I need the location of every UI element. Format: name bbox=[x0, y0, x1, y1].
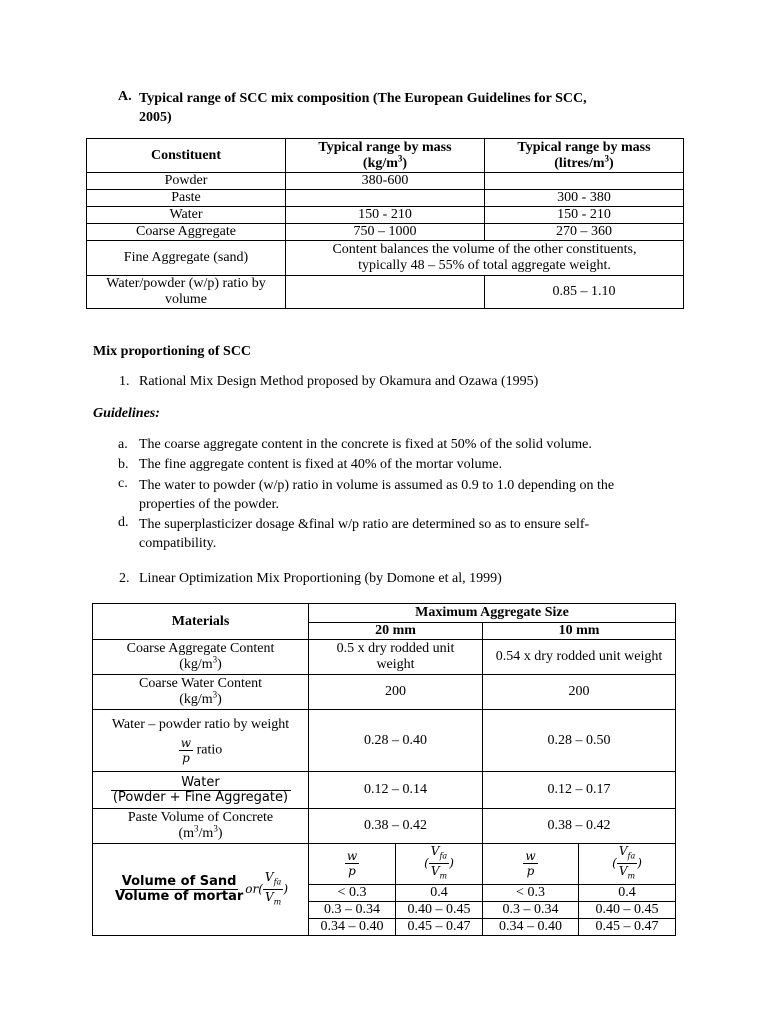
sand-wp10: 0.3 – 0.34 bbox=[483, 901, 579, 918]
p-symbol: p bbox=[348, 864, 356, 879]
sand-head-v20: ( $\frac{V_{fa}}{V_m}$ ) bbox=[396, 844, 483, 885]
wp-weight-20: 0.28 – 0.40 bbox=[309, 710, 483, 772]
fine-note-line2: typically 48 – 55% of total aggregate weight. bbox=[358, 258, 611, 273]
row-vol bbox=[485, 173, 684, 190]
coarse-water-20: 200 bbox=[309, 675, 483, 710]
wp-weight-10: 0.28 – 0.50 bbox=[483, 710, 676, 772]
header-mass-line1: Typical range by mass bbox=[318, 139, 452, 155]
coarse-water-close: ) bbox=[217, 692, 222, 707]
paste-volume-20: 0.38 – 0.42 bbox=[309, 809, 483, 844]
sand-mortar-label: $\frac{\text{Volume of Sand}}{\text{Volume of mortar}}$ or( $\frac{V_{fa}}{V_m}$ ) bbox=[93, 844, 309, 936]
section-a-heading-line1: Typical range of SCC mix composition (The European Guidelines for SCC, bbox=[139, 91, 587, 106]
coarse-content-label bbox=[93, 640, 309, 675]
vm-sub: m bbox=[439, 871, 448, 881]
sand-v20: 0.40 – 0.45 bbox=[396, 901, 483, 918]
wp-name-line1: Water/powder (w/p) ratio by bbox=[106, 276, 266, 291]
guideline-d-marker: d. bbox=[118, 515, 129, 530]
header-materials: Materials bbox=[93, 604, 309, 640]
sand-wp20: 0.34 – 0.40 bbox=[309, 918, 396, 935]
w-symbol: w bbox=[525, 849, 536, 864]
row-name: Paste bbox=[87, 190, 286, 207]
fine-aggregate-name: Fine Aggregate (sand) bbox=[87, 241, 286, 276]
guideline-a-marker: a. bbox=[118, 437, 128, 452]
or-word: or bbox=[245, 881, 259, 896]
header-constituent: Constituent bbox=[87, 139, 286, 173]
section-a-marker: A. bbox=[118, 89, 132, 104]
coarse-content-unit: (kg/m bbox=[179, 657, 213, 672]
coarse-content-close: ) bbox=[217, 657, 222, 672]
domone-mix-table bbox=[92, 603, 676, 936]
row-name: Powder bbox=[87, 173, 286, 190]
paste-unit-open: (m bbox=[178, 826, 195, 841]
coarse-20-line1: 0.5 x dry rodded unit bbox=[336, 641, 455, 656]
vfa-symbol: V bbox=[264, 869, 274, 884]
guideline-a: The coarse aggregate content in the concrete is fixed at 50% of the solid volume. bbox=[139, 437, 592, 452]
row-mass: 750 – 1000 bbox=[286, 224, 485, 241]
vfa-sub: fa bbox=[439, 851, 448, 861]
header-volume bbox=[485, 139, 684, 173]
sand-fraction bbox=[113, 875, 245, 904]
row-mass: 150 - 210 bbox=[286, 207, 485, 224]
section-a-heading-line2: 2005) bbox=[139, 110, 172, 125]
sand-v20: 0.4 bbox=[396, 884, 483, 901]
sand-denominator: Volume of mortar bbox=[114, 888, 244, 904]
list-item-2-marker: 2. bbox=[119, 571, 130, 586]
table-row bbox=[93, 772, 676, 809]
wp-ratio-name bbox=[87, 276, 286, 309]
header-vol-sup: 3 bbox=[604, 152, 610, 163]
coarse-water-label bbox=[93, 675, 309, 710]
guideline-c-line1: The water to powder (w/p) ratio in volume is assumed as 0.9 to 1.0 depending on the bbox=[139, 478, 615, 493]
guideline-b-marker: b. bbox=[118, 457, 129, 472]
coarse-content-20 bbox=[309, 640, 483, 675]
table-row bbox=[93, 640, 676, 675]
guideline-d bbox=[139, 515, 589, 553]
fine-note-line1: Content balances the volume of the other constituents, bbox=[332, 242, 637, 257]
w-symbol: w bbox=[180, 735, 192, 750]
row-name: Water bbox=[87, 207, 286, 224]
p-symbol: p bbox=[526, 864, 535, 879]
guideline-c-line2: properties of the powder. bbox=[139, 497, 279, 512]
coarse-water-10: 200 bbox=[483, 675, 676, 710]
list-item-1-marker: 1. bbox=[119, 374, 130, 389]
vm-sub: m bbox=[627, 871, 636, 881]
guideline-c-marker: c. bbox=[118, 476, 128, 491]
table-row bbox=[87, 190, 684, 207]
sand-head-wp10 bbox=[483, 844, 579, 885]
coarse-content-line1: Coarse Aggregate Content bbox=[126, 641, 275, 656]
vfa-sub: fa bbox=[627, 851, 636, 861]
wp-weight-label bbox=[93, 710, 309, 772]
wp-ratio-mass bbox=[286, 276, 485, 309]
w-symbol: w bbox=[346, 849, 358, 864]
list-item-1: Rational Mix Design Method proposed by Okamura and Ozawa (1995) bbox=[139, 374, 539, 389]
coarse-water-sup: 3 bbox=[212, 689, 218, 700]
guideline-d-line1: The superplasticizer dosage &final w/p ratio are determined so as to ensure self- bbox=[139, 517, 590, 532]
header-vol-unit: (litres/m bbox=[554, 155, 605, 171]
table-row bbox=[87, 241, 684, 276]
water-numerator: Water bbox=[111, 776, 291, 791]
paste-line1: Paste Volume of Concrete bbox=[127, 810, 274, 825]
vfa-vm-fraction bbox=[263, 870, 283, 910]
sand-wp20: < 0.3 bbox=[309, 884, 396, 901]
header-max-aggregate: Maximum Aggregate Size bbox=[309, 604, 676, 623]
coarse-content-sup: 3 bbox=[212, 654, 218, 665]
list-item-2: Linear Optimization Mix Proportioning (by Domone et al, 1999) bbox=[139, 571, 502, 586]
paste-sup2: 3 bbox=[213, 823, 218, 834]
coarse-20-line2: weight bbox=[376, 657, 415, 672]
header-vol-line1: Typical range by mass bbox=[517, 139, 651, 155]
guideline-d-line2: compatibility. bbox=[139, 536, 217, 551]
sand-wp10: 0.34 – 0.40 bbox=[483, 918, 579, 935]
sand-v10: 0.40 – 0.45 bbox=[579, 901, 676, 918]
vfa-sub: fa bbox=[273, 876, 282, 886]
header-10mm: 10 mm bbox=[483, 623, 676, 640]
water-fraction bbox=[111, 776, 291, 805]
wp-ratio-vol: 0.85 – 1.10 bbox=[485, 276, 684, 309]
vm-symbol: V bbox=[430, 864, 440, 879]
coarse-water-line1: Coarse Water Content bbox=[138, 676, 263, 691]
sand-head-wp20 bbox=[309, 844, 396, 885]
table-row bbox=[87, 224, 684, 241]
coarse-content-10: 0.54 x dry rodded unit weight bbox=[483, 640, 676, 675]
header-20mm: 20 mm bbox=[309, 623, 483, 640]
fine-aggregate-note bbox=[286, 241, 684, 276]
paste-sup1: 3 bbox=[194, 823, 199, 834]
paste-unit-close: ) bbox=[217, 826, 223, 841]
vm-symbol: V bbox=[264, 889, 274, 904]
guideline-c bbox=[139, 476, 614, 514]
header-mass-unit: (kg/m bbox=[362, 155, 398, 171]
header-mass-sup: 3 bbox=[397, 152, 403, 163]
wp-name-line2: volume bbox=[165, 292, 207, 307]
vm-symbol: V bbox=[618, 864, 628, 879]
guidelines-label: Guidelines: bbox=[93, 406, 160, 421]
section-a-heading bbox=[139, 89, 659, 127]
sand-wp10: < 0.3 bbox=[483, 884, 579, 901]
header-vol-close: ) bbox=[609, 155, 614, 171]
ratio-word: ratio bbox=[196, 742, 223, 758]
sand-v10: 0.4 bbox=[579, 884, 676, 901]
sand-v10: 0.45 – 0.47 bbox=[579, 918, 676, 935]
coarse-water-unit: (kg/m bbox=[179, 692, 213, 707]
table-row bbox=[87, 173, 684, 190]
row-name: Coarse Aggregate bbox=[87, 224, 286, 241]
vfa-symbol: V bbox=[618, 844, 628, 858]
vm-sub: m bbox=[273, 897, 282, 907]
sand-head-v10: ( $\frac{V_{fa}}{V_m}$ ) bbox=[579, 844, 676, 885]
wp-fraction bbox=[179, 736, 193, 765]
scc-composition-table bbox=[86, 138, 684, 309]
paste-volume-label bbox=[93, 809, 309, 844]
header-mass bbox=[286, 139, 485, 173]
water-ratio-20: 0.12 – 0.14 bbox=[309, 772, 483, 809]
guideline-b: The fine aggregate content is fixed at 40% of the mortar volume. bbox=[139, 457, 503, 472]
header-mass-close: ) bbox=[402, 155, 408, 171]
mix-heading: Mix proportioning of SCC bbox=[93, 344, 252, 359]
paste-volume-10: 0.38 – 0.42 bbox=[483, 809, 676, 844]
row-vol: 150 - 210 bbox=[485, 207, 684, 224]
wp-weight-text: Water – powder ratio by weight bbox=[111, 716, 290, 732]
vfa-symbol: V bbox=[430, 844, 440, 858]
row-mass: 380-600 bbox=[286, 173, 485, 190]
sand-v20: 0.45 – 0.47 bbox=[396, 918, 483, 935]
p-symbol: p bbox=[182, 750, 190, 765]
water-denominator: (Powder + Fine Aggregate) bbox=[112, 789, 289, 805]
water-ratio-10: 0.12 – 0.17 bbox=[483, 772, 676, 809]
sand-wp20: 0.3 – 0.34 bbox=[309, 901, 396, 918]
table-row bbox=[87, 207, 684, 224]
table-row bbox=[93, 844, 676, 885]
paste-unit-mid: /m bbox=[198, 826, 214, 841]
table-row bbox=[93, 675, 676, 710]
row-vol: 300 - 380 bbox=[485, 190, 684, 207]
water-ratio-label bbox=[93, 772, 309, 809]
table-row bbox=[93, 710, 676, 772]
row-mass bbox=[286, 190, 485, 207]
wp-weight-formula bbox=[95, 736, 306, 765]
table-row bbox=[87, 276, 684, 309]
table-row bbox=[93, 809, 676, 844]
sand-numerator: Volume of Sand bbox=[121, 873, 237, 889]
row-vol: 270 – 360 bbox=[485, 224, 684, 241]
